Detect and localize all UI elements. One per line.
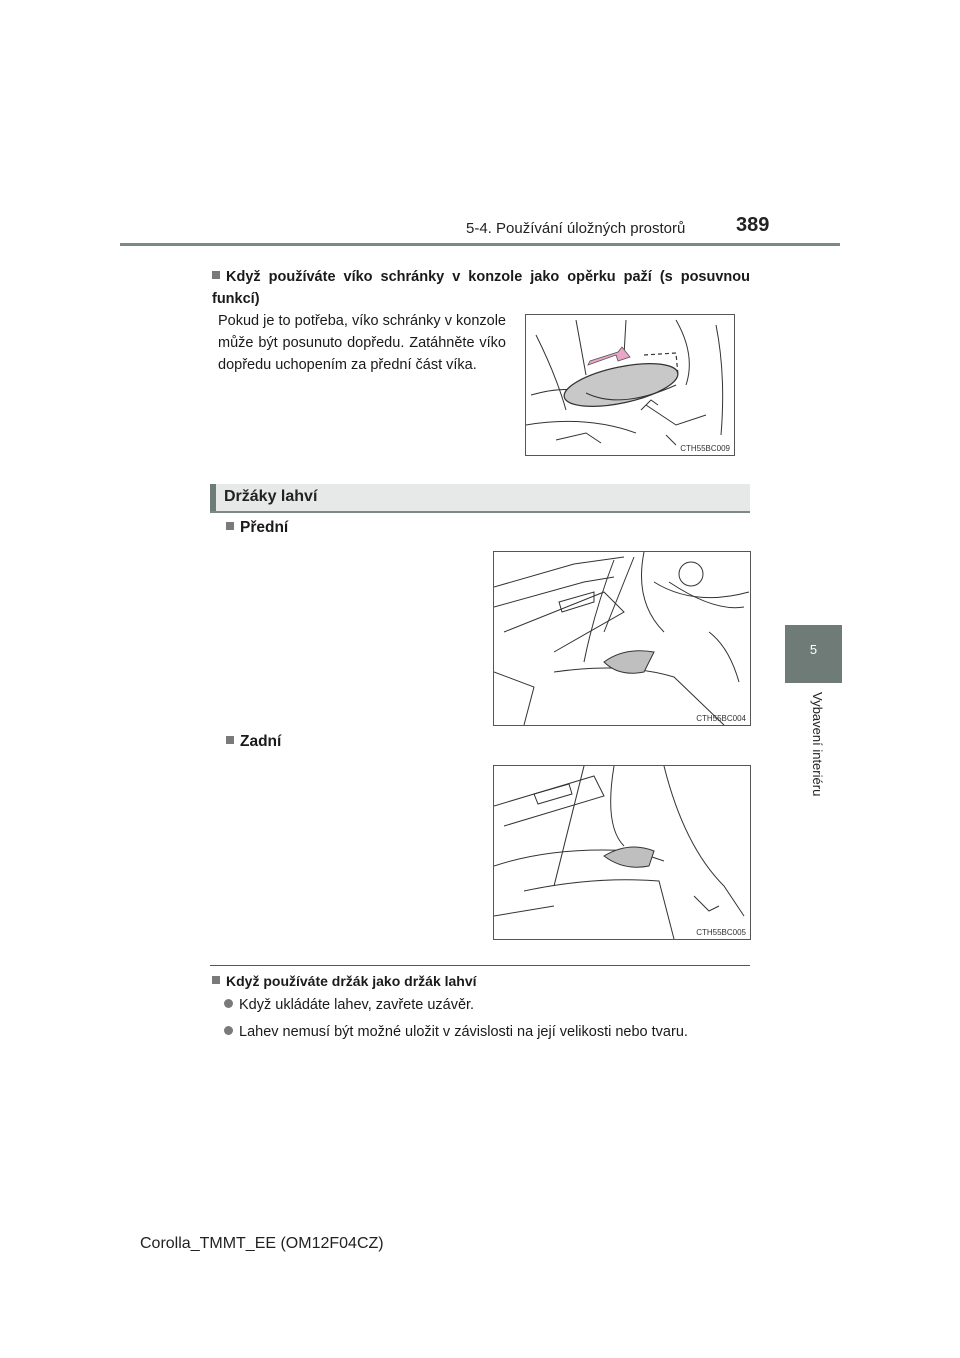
chapter-tab: 5 <box>785 625 842 683</box>
section-rule <box>210 511 750 513</box>
rear-holder-figure <box>493 765 751 940</box>
figure-code: CTH55BC005 <box>696 928 746 937</box>
chapter-title-text: Vybavení interiéru <box>810 692 825 797</box>
rear-heading-text: Zadní <box>240 733 282 750</box>
section-header: 5-4. Používání úložných prostorů <box>466 220 686 237</box>
round-bullet-icon <box>224 1026 233 1035</box>
manual-id: Corolla_TMMT_EE (OM12F04CZ) <box>140 1235 384 1252</box>
console-lid-illustration <box>526 315 734 455</box>
page-number: 389 <box>736 214 770 236</box>
front-door-holder-illustration <box>494 552 750 725</box>
square-bullet-icon <box>226 522 234 530</box>
square-bullet-icon <box>226 736 234 744</box>
chapter-title <box>805 692 825 822</box>
usage-bullet-text: Když ukládáte lahev, zavřete uzávěr. <box>239 997 475 1013</box>
armrest-heading <box>212 266 750 310</box>
armrest-paragraph: Pokud je to potřeba, víko schránky v konzole může být posunuto dopředu. Zatáhněte víko dopředu uchopením za přední část víka. <box>218 313 506 373</box>
square-bullet-icon <box>212 271 220 279</box>
round-bullet-icon <box>224 999 233 1008</box>
rear-door-holder-illustration <box>494 766 750 939</box>
usage-bullet <box>224 1022 750 1042</box>
usage-bullet-text: Lahev nemusí být možné uložit v závislosti na její velikosti nebo tvaru. <box>239 1024 688 1040</box>
front-heading-text: Přední <box>240 519 289 536</box>
rear-heading <box>226 733 281 751</box>
square-bullet-icon <box>212 976 220 984</box>
usage-heading-text: Když používáte držák jako držák lahví <box>226 973 477 989</box>
armrest-figure <box>525 314 735 456</box>
bottle-holders-section-bar <box>210 484 750 511</box>
notes-rule <box>210 965 750 966</box>
front-heading <box>226 519 288 537</box>
usage-bullet <box>224 995 750 1015</box>
usage-heading <box>212 973 477 989</box>
section-accent <box>210 484 216 511</box>
figure-code: CTH55BC004 <box>696 714 746 723</box>
front-holder-figure <box>493 551 751 726</box>
figure-code: CTH55BC009 <box>680 444 730 453</box>
bottle-holders-title: Držáky lahví <box>224 488 318 505</box>
armrest-heading-text: Když používáte víko schránky v konzole jako opěrku paží (s posuvnou funkcí) <box>212 269 750 307</box>
header-rule <box>120 243 840 246</box>
